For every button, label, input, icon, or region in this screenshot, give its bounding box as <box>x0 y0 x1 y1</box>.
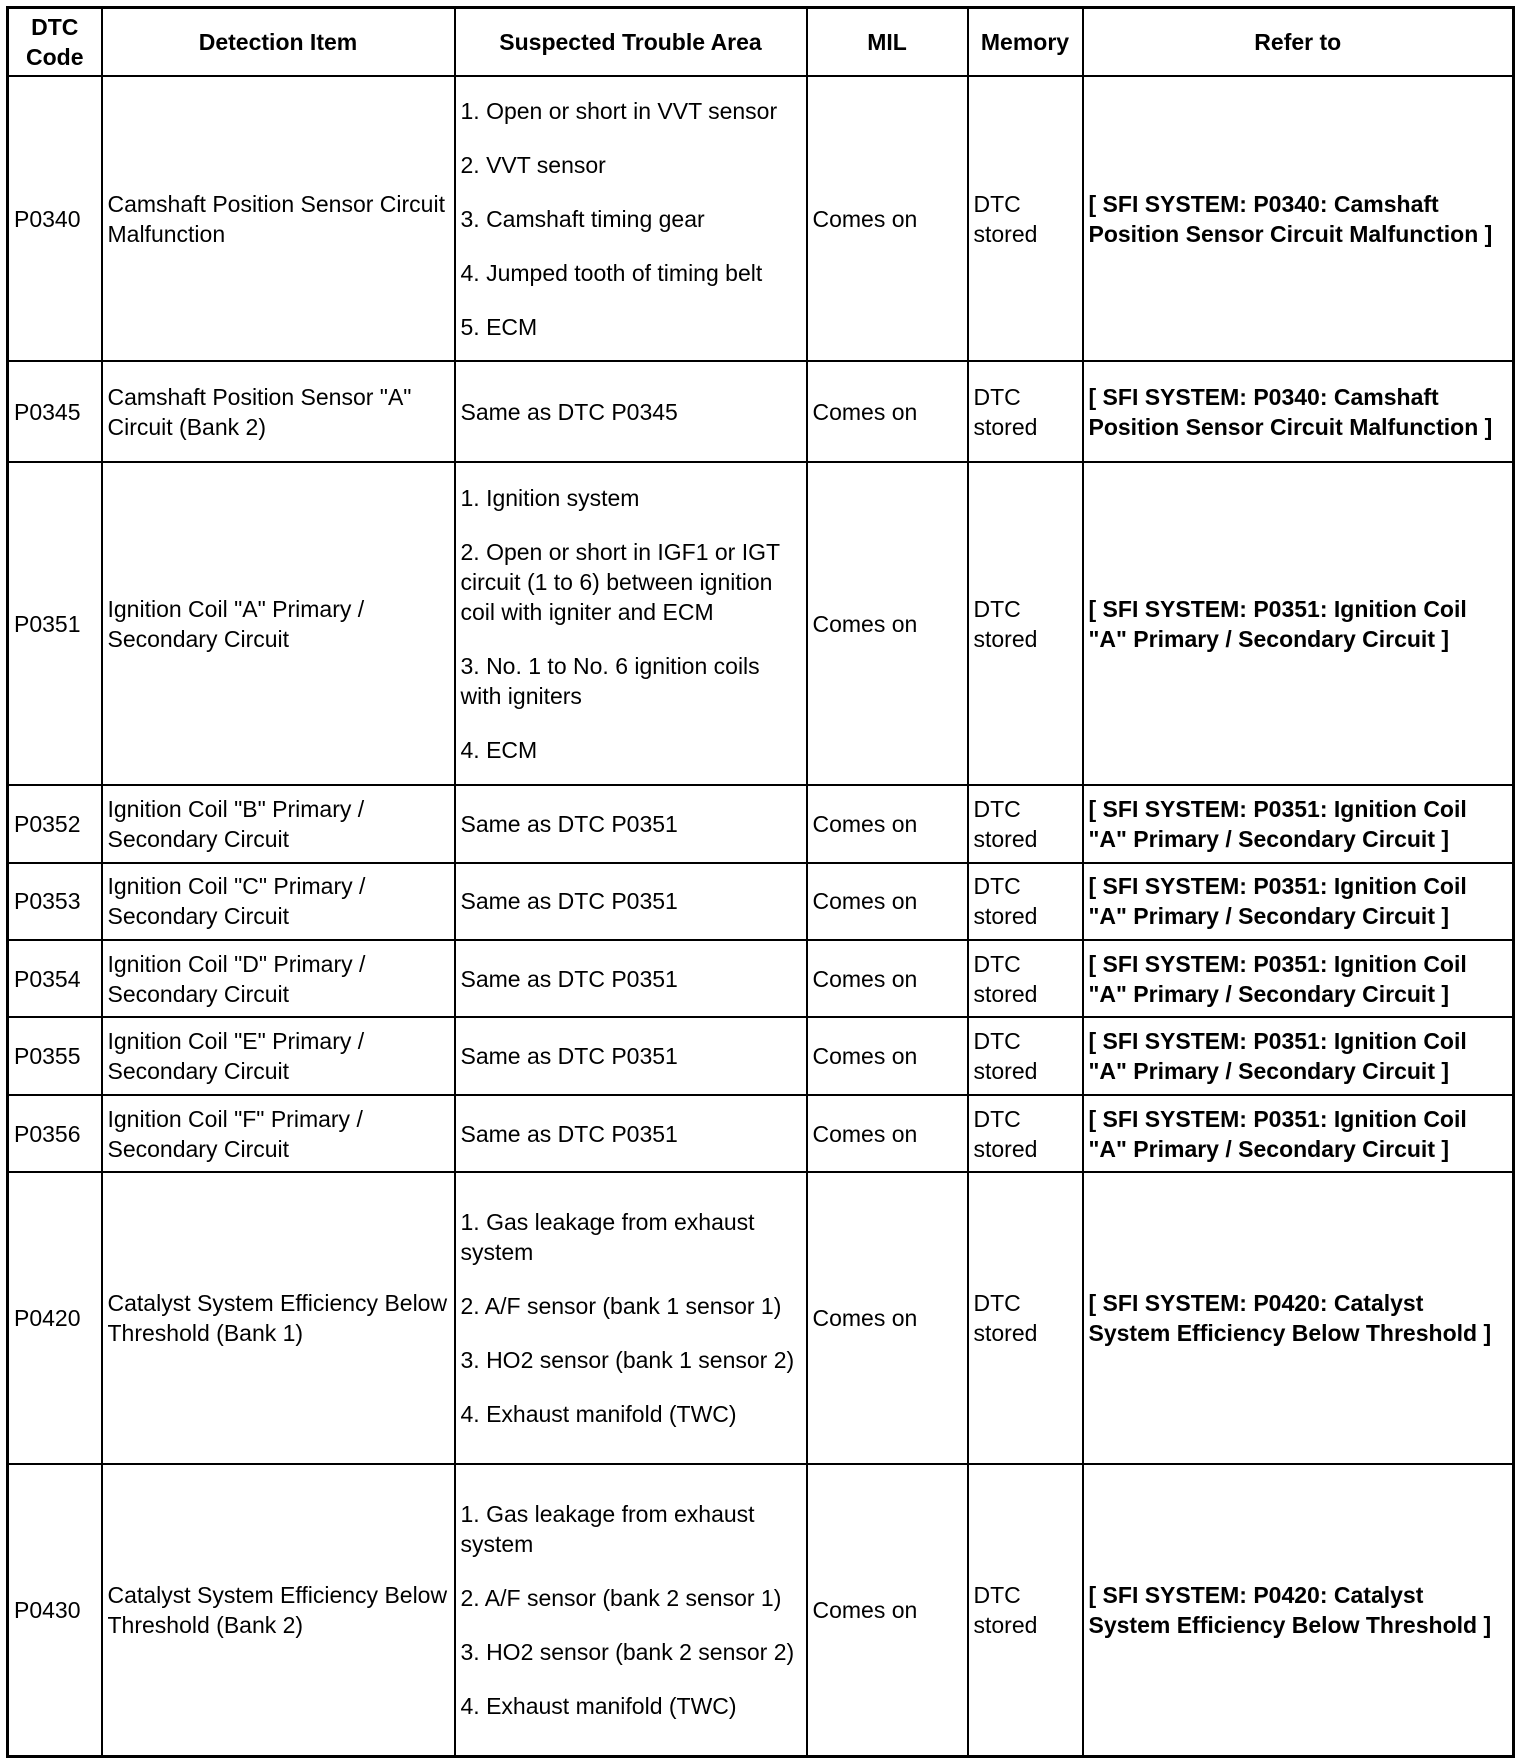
trouble-area-item: 3. HO2 sensor (bank 2 sensor 2) <box>460 1639 795 1666</box>
refer-to-cell: [ SFI SYSTEM: P0351: Ignition Coil "A" Primary / Secondary Circuit ] <box>1083 1095 1514 1172</box>
dtc-code-cell: P0355 <box>8 1017 102 1094</box>
dtc-code-cell: P0340 <box>8 76 102 361</box>
trouble-area-cell <box>455 863 807 940</box>
trouble-area-item: 2. A/F sensor (bank 2 sensor 1) <box>460 1585 782 1612</box>
memory-cell: DTC stored <box>968 863 1083 940</box>
mil-cell: Comes on <box>807 1172 968 1464</box>
header-row <box>8 8 1514 77</box>
detection-item-cell: Camshaft Position Sensor "A" Circuit (Bank 2) <box>102 361 455 462</box>
trouble-area-cell <box>455 462 807 785</box>
trouble-area-item: 1. Gas leakage from exhaust system <box>460 1209 755 1266</box>
mil-cell: Comes on <box>807 1017 968 1094</box>
detection-item-cell: Ignition Coil "C" Primary / Secondary Circuit <box>102 863 455 940</box>
trouble-area-item: 4. ECM <box>460 736 538 763</box>
refer-to-cell: [ SFI SYSTEM: P0340: Camshaft Position Sensor Circuit Malfunction ] <box>1083 361 1514 462</box>
refer-to-cell: [ SFI SYSTEM: P0351: Ignition Coil "A" Primary / Secondary Circuit ] <box>1083 785 1514 862</box>
trouble-area-item: 4. Jumped tooth of timing belt <box>460 259 763 286</box>
trouble-area-cell <box>455 1172 807 1464</box>
trouble-area-cell <box>455 1017 807 1094</box>
trouble-area-item: 2. Open or short in IGF1 or IGT circuit (1 to 6) between ignition coil with igniter and ECM <box>460 538 780 625</box>
mil-cell: Comes on <box>807 785 968 862</box>
header-memory: Memory <box>968 8 1083 77</box>
table-row <box>8 361 1514 462</box>
memory-cell: DTC stored <box>968 1172 1083 1464</box>
memory-cell: DTC stored <box>968 76 1083 361</box>
trouble-area-item: Same as DTC P0345 <box>460 398 678 425</box>
refer-to-cell: [ SFI SYSTEM: P0351: Ignition Coil "A" Primary / Secondary Circuit ] <box>1083 940 1514 1017</box>
header-dtc-line2: Code <box>26 44 84 70</box>
table-row <box>8 1095 1514 1172</box>
trouble-area-item: Same as DTC P0351 <box>460 810 678 837</box>
mil-cell: Comes on <box>807 1464 968 1756</box>
table-row <box>8 863 1514 940</box>
dtc-code-cell: P0352 <box>8 785 102 862</box>
trouble-area-item: 1. Gas leakage from exhaust system <box>460 1501 755 1558</box>
detection-item-cell: Ignition Coil "E" Primary / Secondary Circuit <box>102 1017 455 1094</box>
table-row <box>8 1464 1514 1756</box>
refer-to-cell: [ SFI SYSTEM: P0351: Ignition Coil "A" Primary / Secondary Circuit ] <box>1083 1017 1514 1094</box>
detection-item-cell: Ignition Coil "D" Primary / Secondary Circuit <box>102 940 455 1017</box>
trouble-area-item: 4. Exhaust manifold (TWC) <box>460 1693 737 1720</box>
trouble-area-cell <box>455 76 807 361</box>
trouble-area-item: 2. A/F sensor (bank 1 sensor 1) <box>460 1293 782 1320</box>
trouble-area-item: 3. No. 1 to No. 6 ignition coils with igniters <box>460 652 760 709</box>
trouble-area-cell <box>455 1464 807 1756</box>
dtc-code-cell: P0351 <box>8 462 102 785</box>
refer-to-cell: [ SFI SYSTEM: P0351: Ignition Coil "A" Primary / Secondary Circuit ] <box>1083 863 1514 940</box>
memory-cell: DTC stored <box>968 785 1083 862</box>
refer-to-cell: [ SFI SYSTEM: P0351: Ignition Coil "A" Primary / Secondary Circuit ] <box>1083 462 1514 785</box>
mil-cell: Comes on <box>807 76 968 361</box>
memory-cell: DTC stored <box>968 940 1083 1017</box>
trouble-area-cell <box>455 785 807 862</box>
trouble-area-item: 1. Ignition system <box>460 484 640 511</box>
trouble-area-item: 3. HO2 sensor (bank 1 sensor 2) <box>460 1347 795 1374</box>
dtc-table <box>6 6 1515 1758</box>
table-row <box>8 1017 1514 1094</box>
trouble-area-item: 1. Open or short in VVT sensor <box>460 97 778 124</box>
memory-cell: DTC stored <box>968 361 1083 462</box>
trouble-area-item: 3. Camshaft timing gear <box>460 205 705 232</box>
dtc-code-cell: P0356 <box>8 1095 102 1172</box>
detection-item-cell: Camshaft Position Sensor Circuit Malfunction <box>102 76 455 361</box>
memory-cell: DTC stored <box>968 1017 1083 1094</box>
trouble-area-cell <box>455 940 807 1017</box>
header-dtc-line1: DTC <box>31 14 79 40</box>
trouble-area-item: 5. ECM <box>460 313 538 340</box>
mil-cell: Comes on <box>807 940 968 1017</box>
trouble-area-cell <box>455 1095 807 1172</box>
dtc-code-cell: P0354 <box>8 940 102 1017</box>
trouble-area-item: 2. VVT sensor <box>460 151 606 178</box>
trouble-area-item: Same as DTC P0351 <box>460 1120 678 1147</box>
mil-cell: Comes on <box>807 1095 968 1172</box>
dtc-code-cell: P0353 <box>8 863 102 940</box>
trouble-area-item: 4. Exhaust manifold (TWC) <box>460 1401 737 1428</box>
detection-item-cell: Ignition Coil "B" Primary / Secondary Circuit <box>102 785 455 862</box>
mil-cell: Comes on <box>807 863 968 940</box>
mil-cell: Comes on <box>807 462 968 785</box>
trouble-area-item: Same as DTC P0351 <box>460 888 678 915</box>
mil-cell: Comes on <box>807 361 968 462</box>
header-detection-item: Detection Item <box>102 8 455 77</box>
trouble-area-item: Same as DTC P0351 <box>460 965 678 992</box>
refer-to-cell: [ SFI SYSTEM: P0420: Catalyst System Efficiency Below Threshold ] <box>1083 1172 1514 1464</box>
trouble-area-item: Same as DTC P0351 <box>460 1043 678 1070</box>
detection-item-cell: Catalyst System Efficiency Below Threshold (Bank 2) <box>102 1464 455 1756</box>
memory-cell: DTC stored <box>968 1095 1083 1172</box>
dtc-code-cell: P0420 <box>8 1172 102 1464</box>
memory-cell: DTC stored <box>968 1464 1083 1756</box>
table-row <box>8 1172 1514 1464</box>
trouble-area-cell <box>455 361 807 462</box>
table-body <box>8 76 1514 1757</box>
memory-cell: DTC stored <box>968 462 1083 785</box>
refer-to-cell: [ SFI SYSTEM: P0340: Camshaft Position Sensor Circuit Malfunction ] <box>1083 76 1514 361</box>
dtc-code-cell: P0345 <box>8 361 102 462</box>
refer-to-cell: [ SFI SYSTEM: P0420: Catalyst System Efficiency Below Threshold ] <box>1083 1464 1514 1756</box>
header-dtc-code <box>8 8 102 77</box>
detection-item-cell: Catalyst System Efficiency Below Threshold (Bank 1) <box>102 1172 455 1464</box>
table-row <box>8 462 1514 785</box>
table-row <box>8 940 1514 1017</box>
detection-item-cell: Ignition Coil "A" Primary / Secondary Circuit <box>102 462 455 785</box>
header-trouble-area: Suspected Trouble Area <box>455 8 807 77</box>
detection-item-cell: Ignition Coil "F" Primary / Secondary Circuit <box>102 1095 455 1172</box>
table-header <box>8 8 1514 77</box>
header-mil: MIL <box>807 8 968 77</box>
header-refer-to: Refer to <box>1083 8 1514 77</box>
dtc-code-cell: P0430 <box>8 1464 102 1756</box>
table-row <box>8 785 1514 862</box>
table-row <box>8 76 1514 361</box>
